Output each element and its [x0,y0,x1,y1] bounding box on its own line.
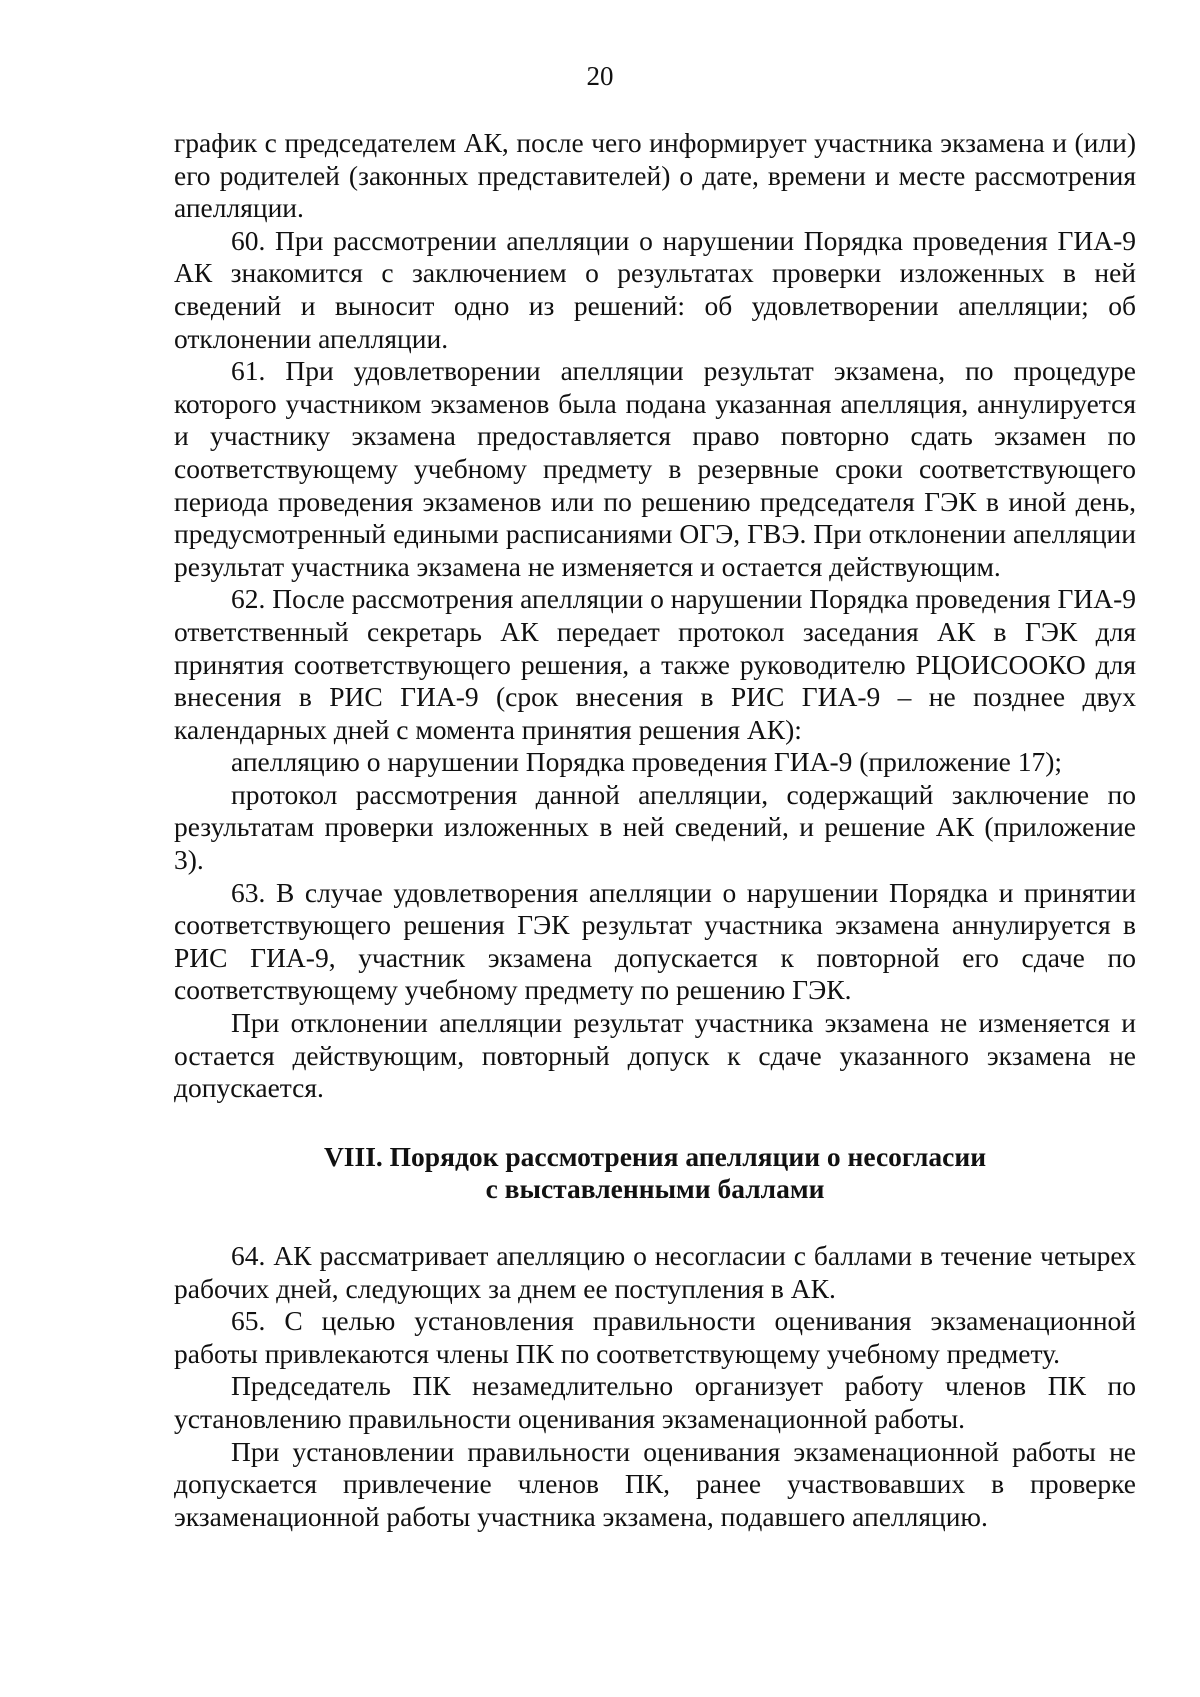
paragraph-65-restriction: При установлении правильности оценивания экзаменационной работы не допускается привлечение членов ПК, ранее участвовавших в проверке экзаменационной работы участника экзамена, подавшего апелляцию. [174,1435,1136,1532]
paragraph-62: 62. После рассмотрения апелляции о нарушении Порядка проведения ГИА-9 ответственный секретарь АК передает протокол заседания АК в ГЭК для принятия соответствующего решения, а также руководителю РЦОИСООКО для внесения в РИС ГИА-9 (срок внесения в РИС ГИА-9 – не позднее двух календарных дней с момента принятия решения АК): [174,583,1136,745]
paragraph-61: 61. При удовлетворении апелляции результат экзамена, по процедуре которого участником экзаменов была подана указанная апелляция, аннулируется и участнику экзамена предоставляется право повторно сдать экзамен по соответствующему учебному предмету в резервные сроки соответствующего периода проведения экзаменов или по решению председателя ГЭК в иной день, предусмотренный едиными расписаниями ОГЭ, ГВЭ. При отклонении апелляции результат участника экзамена не изменяется и остается действующим. [174,355,1136,582]
section-heading-line-1: VIII. Порядок рассмотрения апелляции о несогласии [323,1140,987,1172]
section-heading [174,1141,1136,1206]
paragraph-62-item-1: апелляцию о нарушении Порядка проведения ГИА-9 (приложение 17); [231,746,1063,778]
section-heading-line-2: с выставленными баллами [485,1173,825,1205]
paragraph-65: 65. С целью установления правильности оценивания экзаменационной работы привлекаются члены ПК по соответствующему учебному предмету. [174,1305,1136,1369]
paragraph-continuation: график с председателем АК, после чего информирует участника экзамена и (или) его родителей (законных представителей) о дате, времени и месте рассмотрения апелляции. [174,127,1136,224]
document-body [174,127,1136,1533]
paragraph-63-continued: При отклонении апелляции результат участника экзамена не изменяется и остается действующим, повторный допуск к сдаче указанного экзамена не допускается. [174,1007,1136,1104]
page-number: 20 [586,61,614,91]
paragraph-65-chairman: Председатель ПК незамедлительно организует работу членов ПК по установлению правильности оценивания экзаменационной работы. [174,1370,1136,1434]
paragraph-60: 60. При рассмотрении апелляции о нарушении Порядка проведения ГИА-9 АК знакомится с заключением о результатах проверки изложенных в ней сведений и выносит одно из решений: об удовлетворении апелляции; об отклонении апелляции. [174,224,1136,354]
paragraph-62-item-2: протокол рассмотрения данной апелляции, содержащий заключение по результатам проверки изложенных в ней сведений, и решение АК (приложение 3). [174,778,1136,876]
paragraph-64: 64. АК рассматривает апелляцию о несогласии с баллами в течение четырех рабочих дней, следующих за днем ее поступления в АК. [174,1240,1136,1304]
paragraph-63: 63. В случае удовлетворения апелляции о нарушении Порядка и принятии соответствующего решения ГЭК результат участника экзамена аннулируется в РИС ГИА-9, участник экзамена допускается к повторной его сдаче по соответствующему учебному предмету по решению ГЭК. [174,876,1136,1006]
